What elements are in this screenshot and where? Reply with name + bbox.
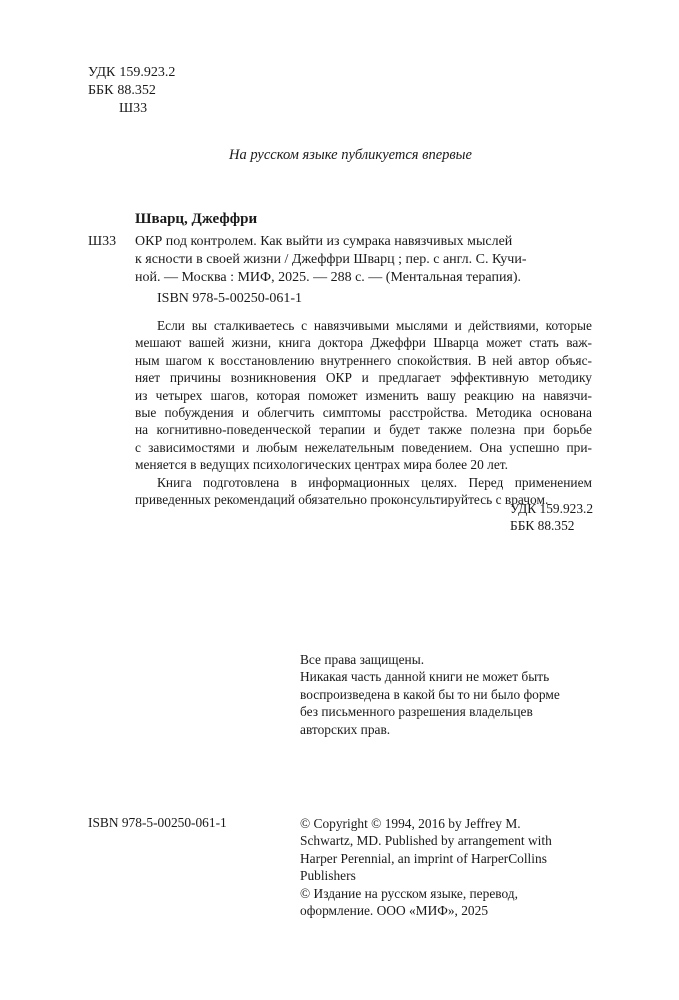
copyright-line: оформление. ООО «МИФ», 2025 <box>300 903 489 919</box>
copyright-line: © Copyright © 1994, 2016 by Jeffrey M. <box>300 816 521 831</box>
author-heading: Шварц, Джеффри <box>135 211 258 227</box>
author-mark: Ш33 <box>119 101 148 116</box>
biblio-line: ной. — Москва : МИФ, 2025. — 288 с. — (Ментальная терапия). <box>135 270 522 285</box>
isbn-bottom: ISBN 978-5-00250-061-1 <box>88 815 227 830</box>
rights-line: воспроизведена в какой бы то ни было форме <box>300 686 560 702</box>
annotation-line: Если вы сталкиваетесь с навязчивыми мыслями и действиями, которые <box>157 318 592 333</box>
bbk-label: ББК <box>88 83 114 98</box>
annotation-line: няет причины возникновения ОКР и предлагает эффективную методику <box>135 370 592 386</box>
first-publication-notice: На русском языке публикуется впервые <box>229 147 472 163</box>
copyright-block <box>300 815 552 919</box>
annotation-line: ным шагом к восстановлению внутреннего спокойствия. В ней автор объяс- <box>135 352 592 368</box>
annotation-line: приведенных рекомендаций обязательно проконсультируйтесь с врачом. <box>135 492 549 508</box>
author-mark-line <box>88 100 175 118</box>
udk-line <box>88 64 175 82</box>
annotation-line: меняется в ведущих психологических центрах мира более 20 лет. <box>135 457 508 473</box>
rights-line: без письменного разрешения владельцев <box>300 704 533 720</box>
annotation-line: из четырех шагов, которая поможет изменить вашу реакцию на навязчи- <box>135 387 592 403</box>
annotation-line: мешают вашей жизни, книга доктора Джеффри Шварца может стать важ- <box>135 335 592 351</box>
copyright-line: Schwartz, MD. Published by arrangement with <box>300 833 552 849</box>
rights-line: авторских прав. <box>300 721 391 737</box>
annotation-line: Книга подготовлена в информационных целях. Перед применением <box>157 474 592 490</box>
udk-code-bottom: УДК 159.923.2 <box>510 501 594 516</box>
bbk-code-bottom: ББК 88.352 <box>510 518 575 534</box>
bibliographic-description <box>135 233 592 287</box>
biblio-line: к ясности в своей жизни / Джеффри Шварц ; пер. с англ. С. Кучи- <box>135 252 527 267</box>
isbn-main: ISBN 978-5-00250-061-1 <box>157 291 303 306</box>
annotation-line: на когнитивно-поведенческой терапии и будет также полезна при борьбе <box>135 422 592 438</box>
classification-codes-bottom <box>510 500 593 535</box>
copyright-line: Publishers <box>300 868 356 884</box>
cutter-code: Ш33 <box>88 234 117 249</box>
annotation-line: с зависимостями и любым нежелательным поведением. Она успешно при- <box>135 439 592 455</box>
bbk-value: 88.352 <box>117 83 156 98</box>
udk-label: УДК <box>88 65 116 80</box>
annotation <box>135 317 592 508</box>
udk-value: 159.923.2 <box>119 65 176 80</box>
classification-block <box>88 64 175 118</box>
copyright-line: © Издание на русском языке, перевод, <box>300 885 518 901</box>
rights-line: Никакая часть данной книги не может быть <box>300 669 550 685</box>
annotation-line: вые побуждения и облегчить симптомы расстройства. Методика основана <box>135 405 592 421</box>
copyright-line: Harper Perennial, an imprint of HarperCollins <box>300 850 547 866</box>
biblio-line: ОКР под контролем. Как выйти из сумрака навязчивых мыслей <box>135 234 513 249</box>
rights-notice <box>300 651 560 738</box>
bbk-line <box>88 82 175 100</box>
rights-line: Все права защищены. <box>300 652 425 667</box>
